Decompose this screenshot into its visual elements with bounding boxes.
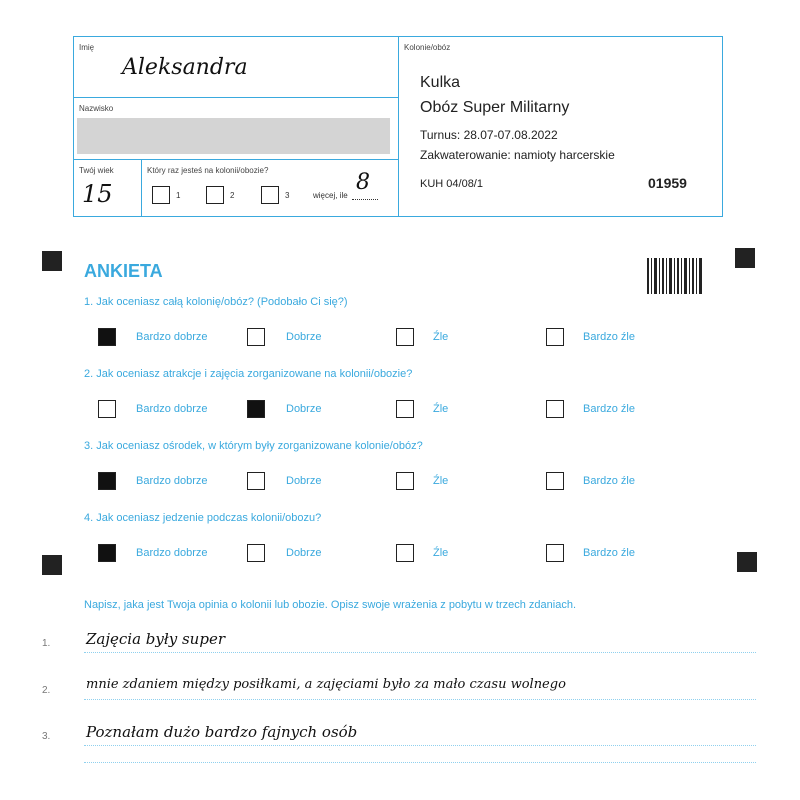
question-4-option-1-label: Bardzo dobrze — [136, 547, 208, 559]
ktory-raz-option-1: 1 — [176, 191, 181, 200]
opinion-line-3-text[interactable]: Poznałam dużo bardzo fajnych osób — [86, 723, 358, 741]
kolonie-label: Kolonie/obóz — [404, 43, 451, 52]
ktory-raz-option-3: 3 — [285, 191, 290, 200]
question-2-option-2-checkbox[interactable] — [247, 400, 265, 418]
registration-marker-top-right — [735, 248, 755, 268]
registration-marker-mid-right — [737, 552, 757, 572]
camp-turnus: Turnus: 28.07-07.08.2022 — [420, 128, 558, 142]
question-2-option-3-label: Źle — [433, 403, 449, 415]
question-1-option-2-checkbox[interactable] — [247, 328, 265, 346]
question-4-option-4-label: Bardzo źle — [583, 547, 635, 559]
opinion-line-1-rule — [84, 652, 756, 653]
opinion-line-2-text[interactable]: mnie zdaniem między posiłkami, a zajęciami było za mało czasu wolnego — [86, 677, 566, 692]
registration-marker-mid-left — [42, 555, 62, 575]
nazwisko-label: Nazwisko — [79, 104, 114, 113]
question-1-option-4-label: Bardzo źle — [583, 331, 635, 343]
question-1-option-2-label: Dobrze — [286, 331, 322, 343]
question-3-option-2-label: Dobrze — [286, 475, 322, 487]
question-1-option-1-checkbox[interactable] — [98, 328, 116, 346]
question-1-option-4-checkbox[interactable] — [546, 328, 564, 346]
opinion-line-1-text[interactable]: Zajęcia były super — [86, 630, 225, 648]
opinion-line-3-rule — [84, 745, 756, 746]
camp-name: Kulka — [420, 74, 461, 91]
header-divider — [398, 36, 399, 217]
opinion-line-3-number: 3. — [42, 731, 51, 742]
question-2-option-2-label: Dobrze — [286, 403, 322, 415]
opinion-prompt: Napisz, jaka jest Twoja opinia o kolonii lub obozie. Opisz swoje wrażenia z pobytu w trzech zdaniach. — [84, 599, 576, 611]
question-3-option-2-checkbox[interactable] — [247, 472, 265, 490]
opinion-line-2-number: 2. — [42, 685, 51, 696]
imie-value[interactable]: Aleksandra — [122, 55, 248, 80]
question-1-option-3-checkbox[interactable] — [396, 328, 414, 346]
age-divider — [141, 159, 142, 217]
camp-zakwaterowanie: Zakwaterowanie: namioty harcerskie — [420, 148, 615, 162]
question-2-option-1-label: Bardzo dobrze — [136, 403, 208, 415]
survey-title: ANKIETA — [84, 261, 163, 281]
question-4-option-4-checkbox[interactable] — [546, 544, 564, 562]
wiecej-dotline — [352, 199, 378, 200]
question-3-option-4-checkbox[interactable] — [546, 472, 564, 490]
question-1-option-1-label: Bardzo dobrze — [136, 331, 208, 343]
question-1-text: 1. Jak oceniasz całą kolonię/obóz? (Podobało Ci się?) — [84, 296, 348, 308]
opinion-line-1-number: 1. — [42, 638, 51, 649]
camp-number: 01959 — [648, 175, 687, 191]
question-3-option-1-label: Bardzo dobrze — [136, 475, 208, 487]
wiek-value[interactable]: 15 — [82, 180, 113, 208]
wiecej-label: więcej, ile — [313, 191, 348, 200]
question-4-option-3-label: Źle — [433, 547, 449, 559]
question-3-option-4-label: Bardzo źle — [583, 475, 635, 487]
ktory-raz-checkbox-1[interactable] — [152, 186, 170, 204]
header-row-divider-2 — [73, 159, 398, 160]
camp-title: Obóz Super Militarny — [420, 99, 570, 116]
nazwisko-redaction — [77, 118, 390, 154]
question-2-option-4-label: Bardzo źle — [583, 403, 635, 415]
question-2-option-3-checkbox[interactable] — [396, 400, 414, 418]
ktory-raz-label: Który raz jesteś na kolonii/obozie? — [147, 166, 269, 175]
question-4-text: 4. Jak oceniasz jedzenie podczas kolonii/obozu? — [84, 512, 322, 524]
camp-code: KUH 04/08/1 — [420, 178, 483, 190]
question-2-option-1-checkbox[interactable] — [98, 400, 116, 418]
question-4-option-1-checkbox[interactable] — [98, 544, 116, 562]
question-3-text: 3. Jak oceniasz ośrodek, w którym były zorganizowane kolonie/obóz? — [84, 440, 423, 452]
question-2-option-4-checkbox[interactable] — [546, 400, 564, 418]
registration-marker-top-left — [42, 251, 62, 271]
question-3-option-1-checkbox[interactable] — [98, 472, 116, 490]
wiek-label: Twój wiek — [79, 166, 114, 175]
opinion-extra-rule — [84, 762, 756, 763]
question-4-option-2-checkbox[interactable] — [247, 544, 265, 562]
ktory-raz-checkbox-2[interactable] — [206, 186, 224, 204]
barcode-icon — [647, 258, 703, 294]
header-row-divider-1 — [73, 97, 398, 98]
question-4-option-3-checkbox[interactable] — [396, 544, 414, 562]
question-2-text: 2. Jak oceniasz atrakcje i zajęcia zorganizowane na kolonii/obozie? — [84, 368, 413, 380]
wiecej-value[interactable]: 8 — [356, 170, 370, 195]
question-3-option-3-checkbox[interactable] — [396, 472, 414, 490]
ktory-raz-option-2: 2 — [230, 191, 235, 200]
imie-label: Imię — [79, 43, 95, 52]
ktory-raz-checkbox-3[interactable] — [261, 186, 279, 204]
question-4-option-2-label: Dobrze — [286, 547, 322, 559]
question-3-option-3-label: Źle — [433, 475, 449, 487]
opinion-line-2-rule — [84, 699, 756, 700]
question-1-option-3-label: Źle — [433, 331, 449, 343]
